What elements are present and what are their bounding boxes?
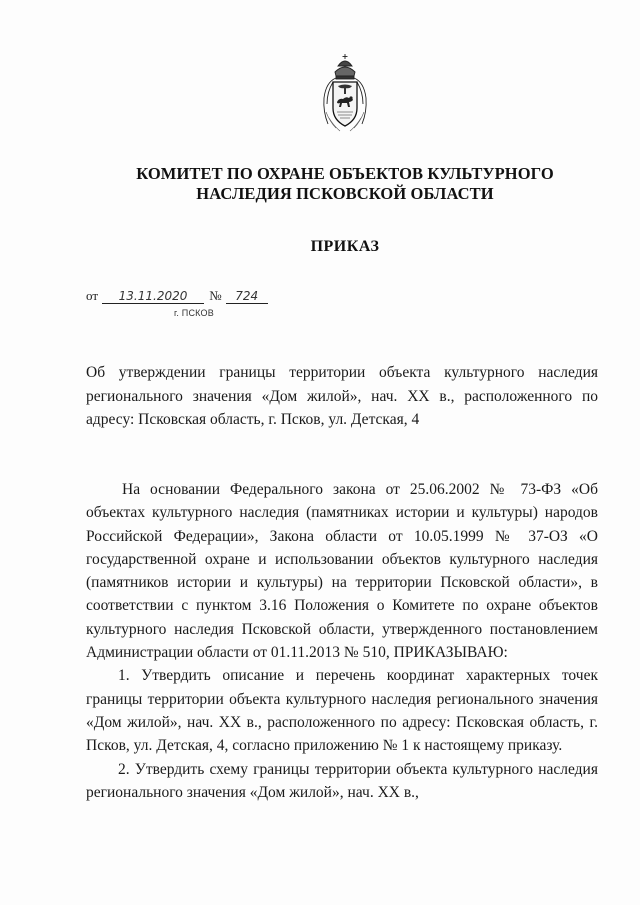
document-type: ПРИКАЗ	[310, 238, 380, 255]
org-title-line-2: НАСЛЕДИЯ ПСКОВСКОЙ ОБЛАСТИ	[196, 184, 494, 203]
coat-of-arms-icon	[318, 52, 372, 136]
org-title-line-1: КОМИТЕТ ПО ОХРАНЕ ОБЪЕКТОВ КУЛЬТУРНОГО	[136, 164, 554, 183]
order-subject: Об утверждении границы территории объекта культурного наследия регионального значения «Дом жилой», нач. XX в., расположенного по адресу: Псковская область, г. Псков, ул. Детская, 4	[86, 364, 598, 428]
item-2-paragraph: 2. Утвердить схему границы территории объекта культурного наследия регионального значения «Дом жилой», нач. XX в.,	[86, 760, 598, 801]
date-number-line	[86, 288, 268, 304]
handwritten-number: 724	[226, 290, 268, 304]
item-1-paragraph: 1. Утвердить описание и перечень координат характерных точек границы территории объекта культурного наследия регионального значения «Дом жилой», нач. XX в., расположенного по адресу: Псковская область, г. Псков, ул. Детская, 4, согласно приложению № 1 к настоящему приказу.	[86, 667, 598, 755]
org-title	[80, 164, 610, 204]
preamble-paragraph: На основании Федерального закона от 25.06.2002 № 73-ФЗ «Об объектах культурного наследия (памятниках истории и культуры) народов Российской Федерации», Закона области от 10.05.1999 № 37-ОЗ «О государственной охране и использовании объектов культурного наследия (памятников истории и культуры) на территории Псковской области», в соответствии с пунктом 3.16 Положения о Комитете по охране объектов культурного наследия Псковской области, утвержденного постановлением Администрации области от 01.11.2013 № 510, ПРИКАЗЫВАЮ:	[86, 481, 598, 662]
city-label: г. ПСКОВ	[174, 308, 214, 318]
order-body	[86, 478, 598, 804]
from-label: от	[86, 288, 99, 303]
handwritten-date: 13.11.2020	[102, 290, 204, 304]
number-label: №	[209, 288, 222, 303]
